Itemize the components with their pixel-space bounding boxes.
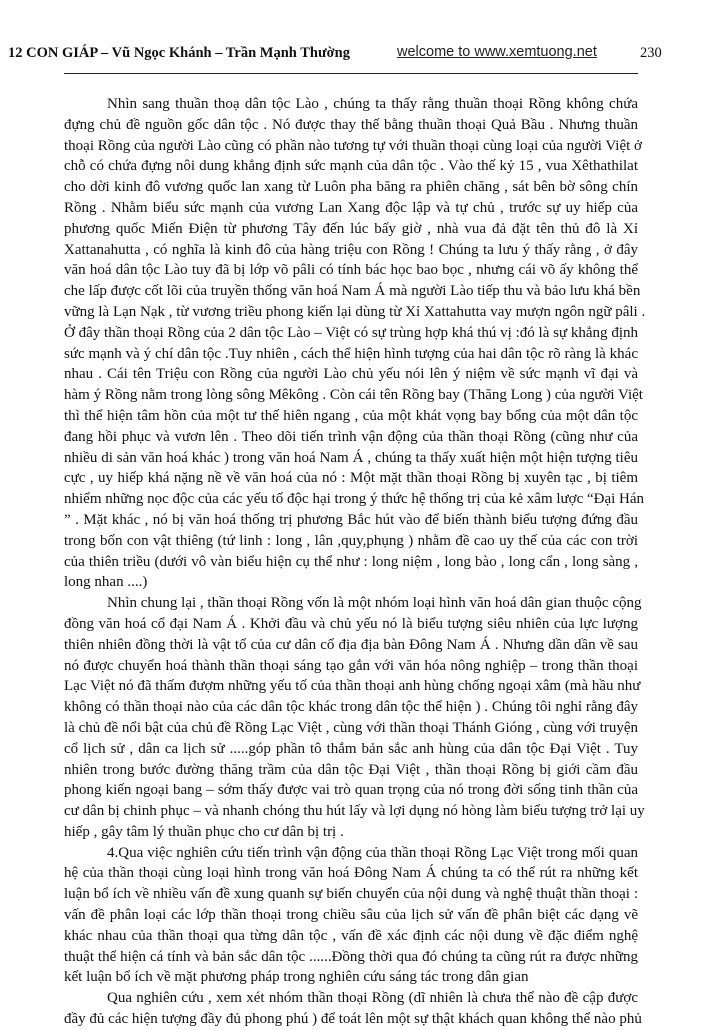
text-line: đựng chủ đề nguồn gốc dân tộc . Nó được thay thế bằng thuần thoại Quả Bầu . Nhưng thuần <box>64 116 638 133</box>
text-line: kết luận bổ ích về mặt phương pháp trong nghiên cứu sáng tác trong dân gian <box>64 969 529 986</box>
text-line: phương quốc Miến Điện từ phương Tây đến lúc bấy giờ , nhà vua đả đặt tên thủ đô là Xỉ <box>64 220 638 237</box>
header-rule <box>64 73 638 74</box>
text-line: thiên nhiên đồng thời là vật tổ của cư dân cổ địa địa bàn Đông Nam Á . Nhưng dần dần về sau <box>64 636 638 653</box>
text-line: Nhìn sang thuần thoạ dân tộc Lào , chúng ta thấy rằng thuần thoại Rồng không chứa <box>107 96 638 112</box>
text-line: long nhan ....) <box>64 574 148 591</box>
text-line: Nhìn chung lại , thần thoại Rồng vốn là một nhóm loại hình văn hoá dân gian thuộc cộng <box>107 595 642 612</box>
paragraph <box>64 988 642 1030</box>
text-line: chỗ có chứa đựng nôi dung khẳng định sức mạnh của dân tộc . Vào thế kỷ 15 , vua Xêthathilat <box>64 158 638 175</box>
text-line: phong kiến ngoại bang – sớm thấy được vai trò quan trọng của nó trong đời sống tinh thần của <box>64 782 638 799</box>
text-line: trong bốn con vật thiêng (tứ linh : long , lân ,quy,phụng ) nhằm đề cao uy thế của các con trời <box>64 532 638 549</box>
website-link[interactable]: welcome to www.xemtuong.net <box>397 44 597 60</box>
text-line: nhau . Cái tên Triệu con Rồng của người Lào chủ yếu nói lên ý niệm về sức mạnh vĩ đại và <box>64 366 638 383</box>
document-body <box>64 94 646 1030</box>
text-line: là chủ đề nổi bật của chủ đề Rồng Lạc Việt , cùng với thần thoại Thánh Gióng , cùng với truyện <box>64 719 638 736</box>
text-line: Ở đây thần thoại Rồng của 2 dân tộc Lào – Việt có sự trùng hợp khá thú vị :đó là sự khẳng định <box>64 324 638 341</box>
text-line: vững là Lạn Nạk , từ vương triều phong kiến lại dùng từ Xỉ Xattahutta vay mượn ngôn ngữ pâli . <box>64 303 646 320</box>
text-line: khác nhau của thần thoại qua từng dân tộc , vấn đề xác định các nội dung về đặc điểm nghệ <box>64 927 638 944</box>
text-line: Rồng . Nhằm biểu sức mạnh của vương Lan Xang độc lập và tự chủ , trước sự uy hiếp của <box>64 199 638 216</box>
text-line: luận bổ ích về nhiều vấn đề xung quanh sự biến chuyển của nội dung và nghệ thuật thần thoại : <box>64 886 638 903</box>
text-line: nhiều di sản văn hoá khác ) trong văn hoá Nam Á , chúng ta thấy xuất hiện một hiện tượng tiêu <box>64 449 638 466</box>
paragraph <box>64 593 645 843</box>
text-line: không có thần thoại nào của các dân tộc khác trong dân tộc thể hiện ) . Chúng tôi nghỉ rằng đây <box>64 699 638 716</box>
text-line: Qua nghiên cứu , xem xét nhóm thần thoại Rồng (dĩ nhiên là chưa thể nào đề cập được <box>107 990 638 1007</box>
text-line: văn hoá dân tộc Lào tuy đã bị lớp võ pâli có tính bác học bao bọc , nhưng cái võ ấy không thể <box>64 262 638 279</box>
text-line: nhiểm những nọc độc của các yếu tố độc hại trong ý thức hệ thống trị của kẻ xâm lược “Đại Hán <box>64 491 645 508</box>
text-line: che lấp được cốt lõi của truyền thống văn hoá Nam Á mà người Lào tiếp thu và bảo lưu khá bền <box>64 283 641 300</box>
text-line: thoại Rồng của người Lào cũng có phần nào tương tự với thuần thoại cùng loại của người Việt ở <box>64 137 642 154</box>
running-header-title: 12 CON GIÁP – Vũ Ngọc Khánh – Trần Mạnh Thường <box>8 45 350 61</box>
text-line: vấn đề phân loại các lớp thần thoại trong chiều sâu của lịch sử vấn đề phân biệt các dạng vẽ <box>64 907 638 924</box>
text-line: nhiên trong bước đường thăng trầm của dân tộc Đại Việt , thần thoại Rồng bị giới cầm đầu <box>64 761 638 778</box>
text-line: nó được chuyển hoá thành thần thoại sáng tạo gắn với văn hóa nông nghiệp – trong thần thoại <box>64 657 638 674</box>
page-number: 230 <box>640 45 662 61</box>
text-line: đồng văn hoá cổ đại Nam Á . Khởi đầu và chủ yếu nó là biểu tượng siêu nhiên của lực lượng <box>64 615 638 632</box>
text-line: đầy đủ các hiện tượng đầy đủ phong phú ) để toát lên một sự thật khách quan không thể nào phủ <box>64 1011 642 1028</box>
text-line: 4.Qua việc nghiên cứu tiến trình vận động của thần thoại Rồng Lạc Việt trong mối quan <box>107 844 638 861</box>
text-line: thuật thể hiện cá tính và bản sắc dân tộc ......Đồng thời qua đó chúng ta cũng rút ra được những <box>64 948 638 965</box>
text-line: ” . Mặt khác , nó bị văn hoá thống trị phương Bắc hút vào để biến thành biểu tượng đứng đầu <box>64 511 638 528</box>
text-line: cho dời kinh đô vương quốc lan xang từ Luôn pha băng ra phiên chăng , sát bên bờ sông chín <box>64 179 638 196</box>
text-line: hiếp , gây tâm lý thuần phục cho cư dân bị trị . <box>64 823 344 840</box>
paragraph <box>64 94 646 593</box>
text-line: sức mạnh và ý chí dân tộc .Tuy nhiên , cách thể hiện hình tượng của hai dân tộc rõ ràng là khác <box>64 345 638 362</box>
text-line: đang hồi phục và vươn lên . Theo dõi tiến trình vận động của thần thoại Rồng (cũng như của <box>64 428 638 445</box>
text-line: của thiên triều (dưới vô vàn biểu hiện cụ thể như : long niệm , long bào , long cẩn , long sàng , <box>64 553 638 570</box>
text-line: cư dân bị chinh phục – và nhanh chóng thu hút lấy và lợi dụng nó hòng làm biểu tượng trở lại uy <box>64 803 645 820</box>
text-line: thì thể hiện tâm hồn của một tư thế hiên ngang , của một khát vọng bay bổng của một dân tộc <box>64 407 638 424</box>
text-line: Xattanahutta , có nghĩa là kinh đô của hàng triệu con Rồng ! Chúng ta lưu ý thấy rằng , ở đây <box>64 241 638 258</box>
paragraph <box>64 843 638 989</box>
text-line: Lạc Việt nó đã thấm đượm những yếu tố của thần thoại anh hùng chống ngoại xâm (mà hầu như <box>64 678 641 695</box>
text-line: cổ lịch sử , dân ca lịch sử .....góp phần tô thắm bản sắc anh hùng của dân tộc Đại Việt . Tuy <box>64 740 638 757</box>
text-line: hàm ý Rồng nằm trong lòng sông Mêkông . Còn cái tên Rồng bay (Thăng Long ) của người Việt <box>64 387 643 404</box>
text-line: hệ của thần thoại cùng loại hình trong văn hoá Đông Nam Á chúng ta có thể rút ra những kết <box>64 865 638 882</box>
text-line: cực , uy hiếp khá nặng nề về văn hoá của nó : Một mặt thần thoại Rồng bị xuyên tạc , bị tiêm <box>64 470 638 487</box>
